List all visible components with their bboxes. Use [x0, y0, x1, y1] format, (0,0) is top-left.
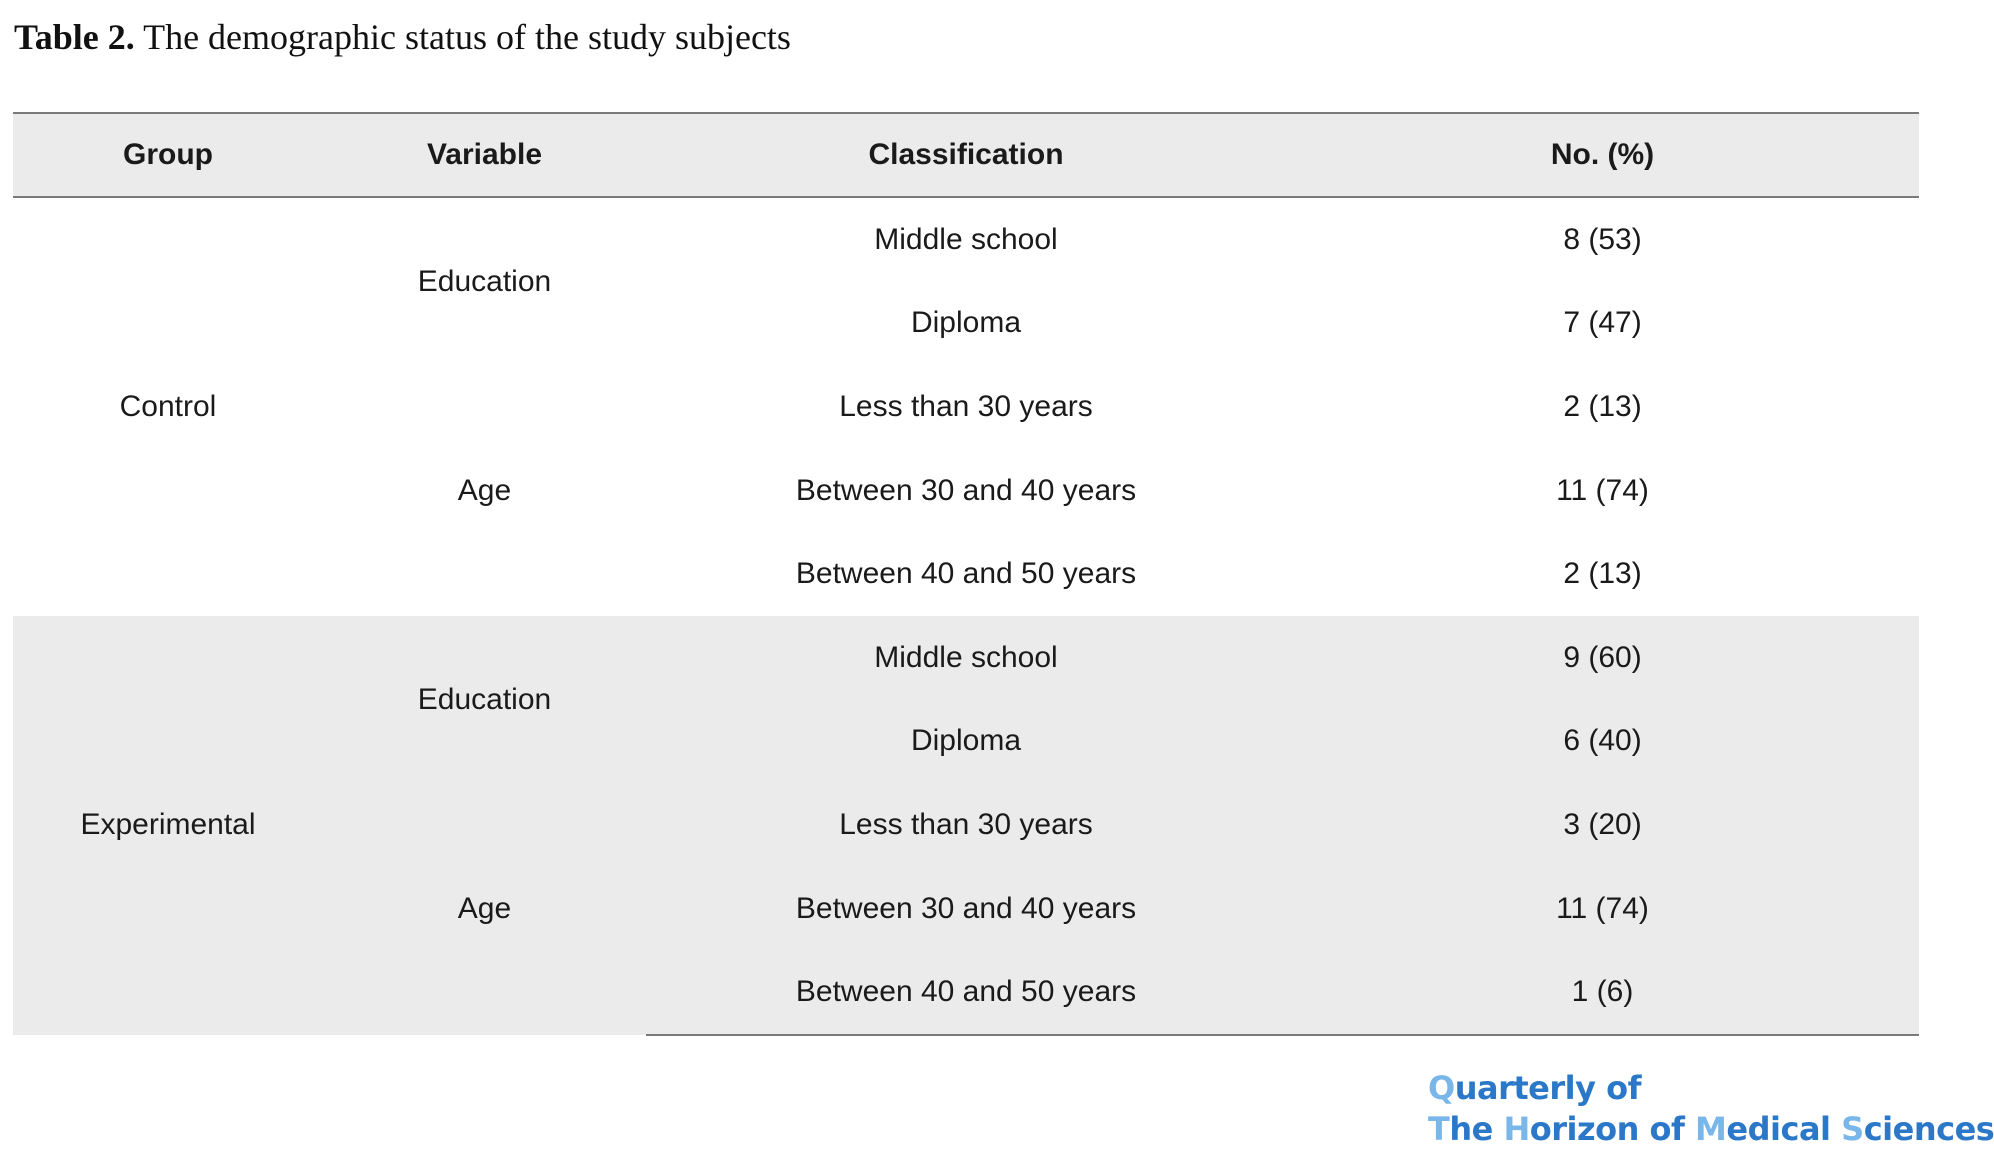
- table-caption-text: The demographic status of the study subjects: [143, 17, 791, 57]
- table-caption: [14, 16, 791, 58]
- variable-cell: Age: [323, 783, 646, 1035]
- journal-logo-line1: Quarterly of: [1428, 1069, 1642, 1107]
- classification-cell: Between 40 and 50 years: [646, 950, 1286, 1035]
- header-count-percent: No. (%): [1286, 113, 1919, 197]
- header-variable: Variable: [323, 113, 646, 197]
- count-percent-cell: 9 (60): [1286, 616, 1919, 700]
- header-classification: Classification: [646, 113, 1286, 197]
- variable-cell: Education: [417, 264, 552, 298]
- count-percent-cell: 7 (47): [1563, 306, 1642, 340]
- table-body: [13, 197, 1919, 1035]
- table-caption-label: Table 2.: [14, 17, 135, 57]
- demographic-table: [13, 112, 1919, 1036]
- classification-cell: Less than 30 years: [646, 783, 1286, 867]
- classification-cell: Between 30 and 40 years: [646, 867, 1286, 951]
- variable-cell: Education: [323, 616, 646, 783]
- group-cell: Control: [119, 389, 217, 423]
- classification-cell: Diploma: [910, 306, 1022, 340]
- table-row: [13, 197, 1919, 282]
- table-header-row: [13, 113, 1919, 197]
- journal-logo: [1428, 1068, 1994, 1150]
- journal-logo-line2: The Horizon of Medical Sciences: [1428, 1110, 1994, 1148]
- count-percent-cell: 3 (20): [1286, 783, 1919, 867]
- count-percent-cell: 6 (40): [1286, 700, 1919, 784]
- count-percent-cell: 1 (6): [1286, 950, 1919, 1035]
- table-row: [13, 616, 1919, 700]
- header-group: Group: [13, 113, 323, 197]
- classification-cell: Less than 30 years: [839, 389, 1093, 423]
- classification-cell: Middle school: [646, 616, 1286, 700]
- classification-cell: Between 40 and 50 years: [795, 557, 1137, 591]
- variable-cell: Age: [457, 473, 512, 507]
- classification-cell: Between 30 and 40 years: [795, 473, 1137, 507]
- count-percent-cell: 8 (53): [1563, 222, 1642, 256]
- classification-cell: Middle school: [874, 222, 1058, 256]
- count-percent-cell: 11 (74): [1556, 473, 1649, 507]
- group-cell: Experimental: [13, 616, 323, 1035]
- count-percent-cell: 2 (13): [1563, 557, 1642, 591]
- classification-cell: Diploma: [646, 700, 1286, 784]
- count-percent-cell: 11 (74): [1286, 867, 1919, 951]
- count-percent-cell: 2 (13): [1563, 389, 1642, 423]
